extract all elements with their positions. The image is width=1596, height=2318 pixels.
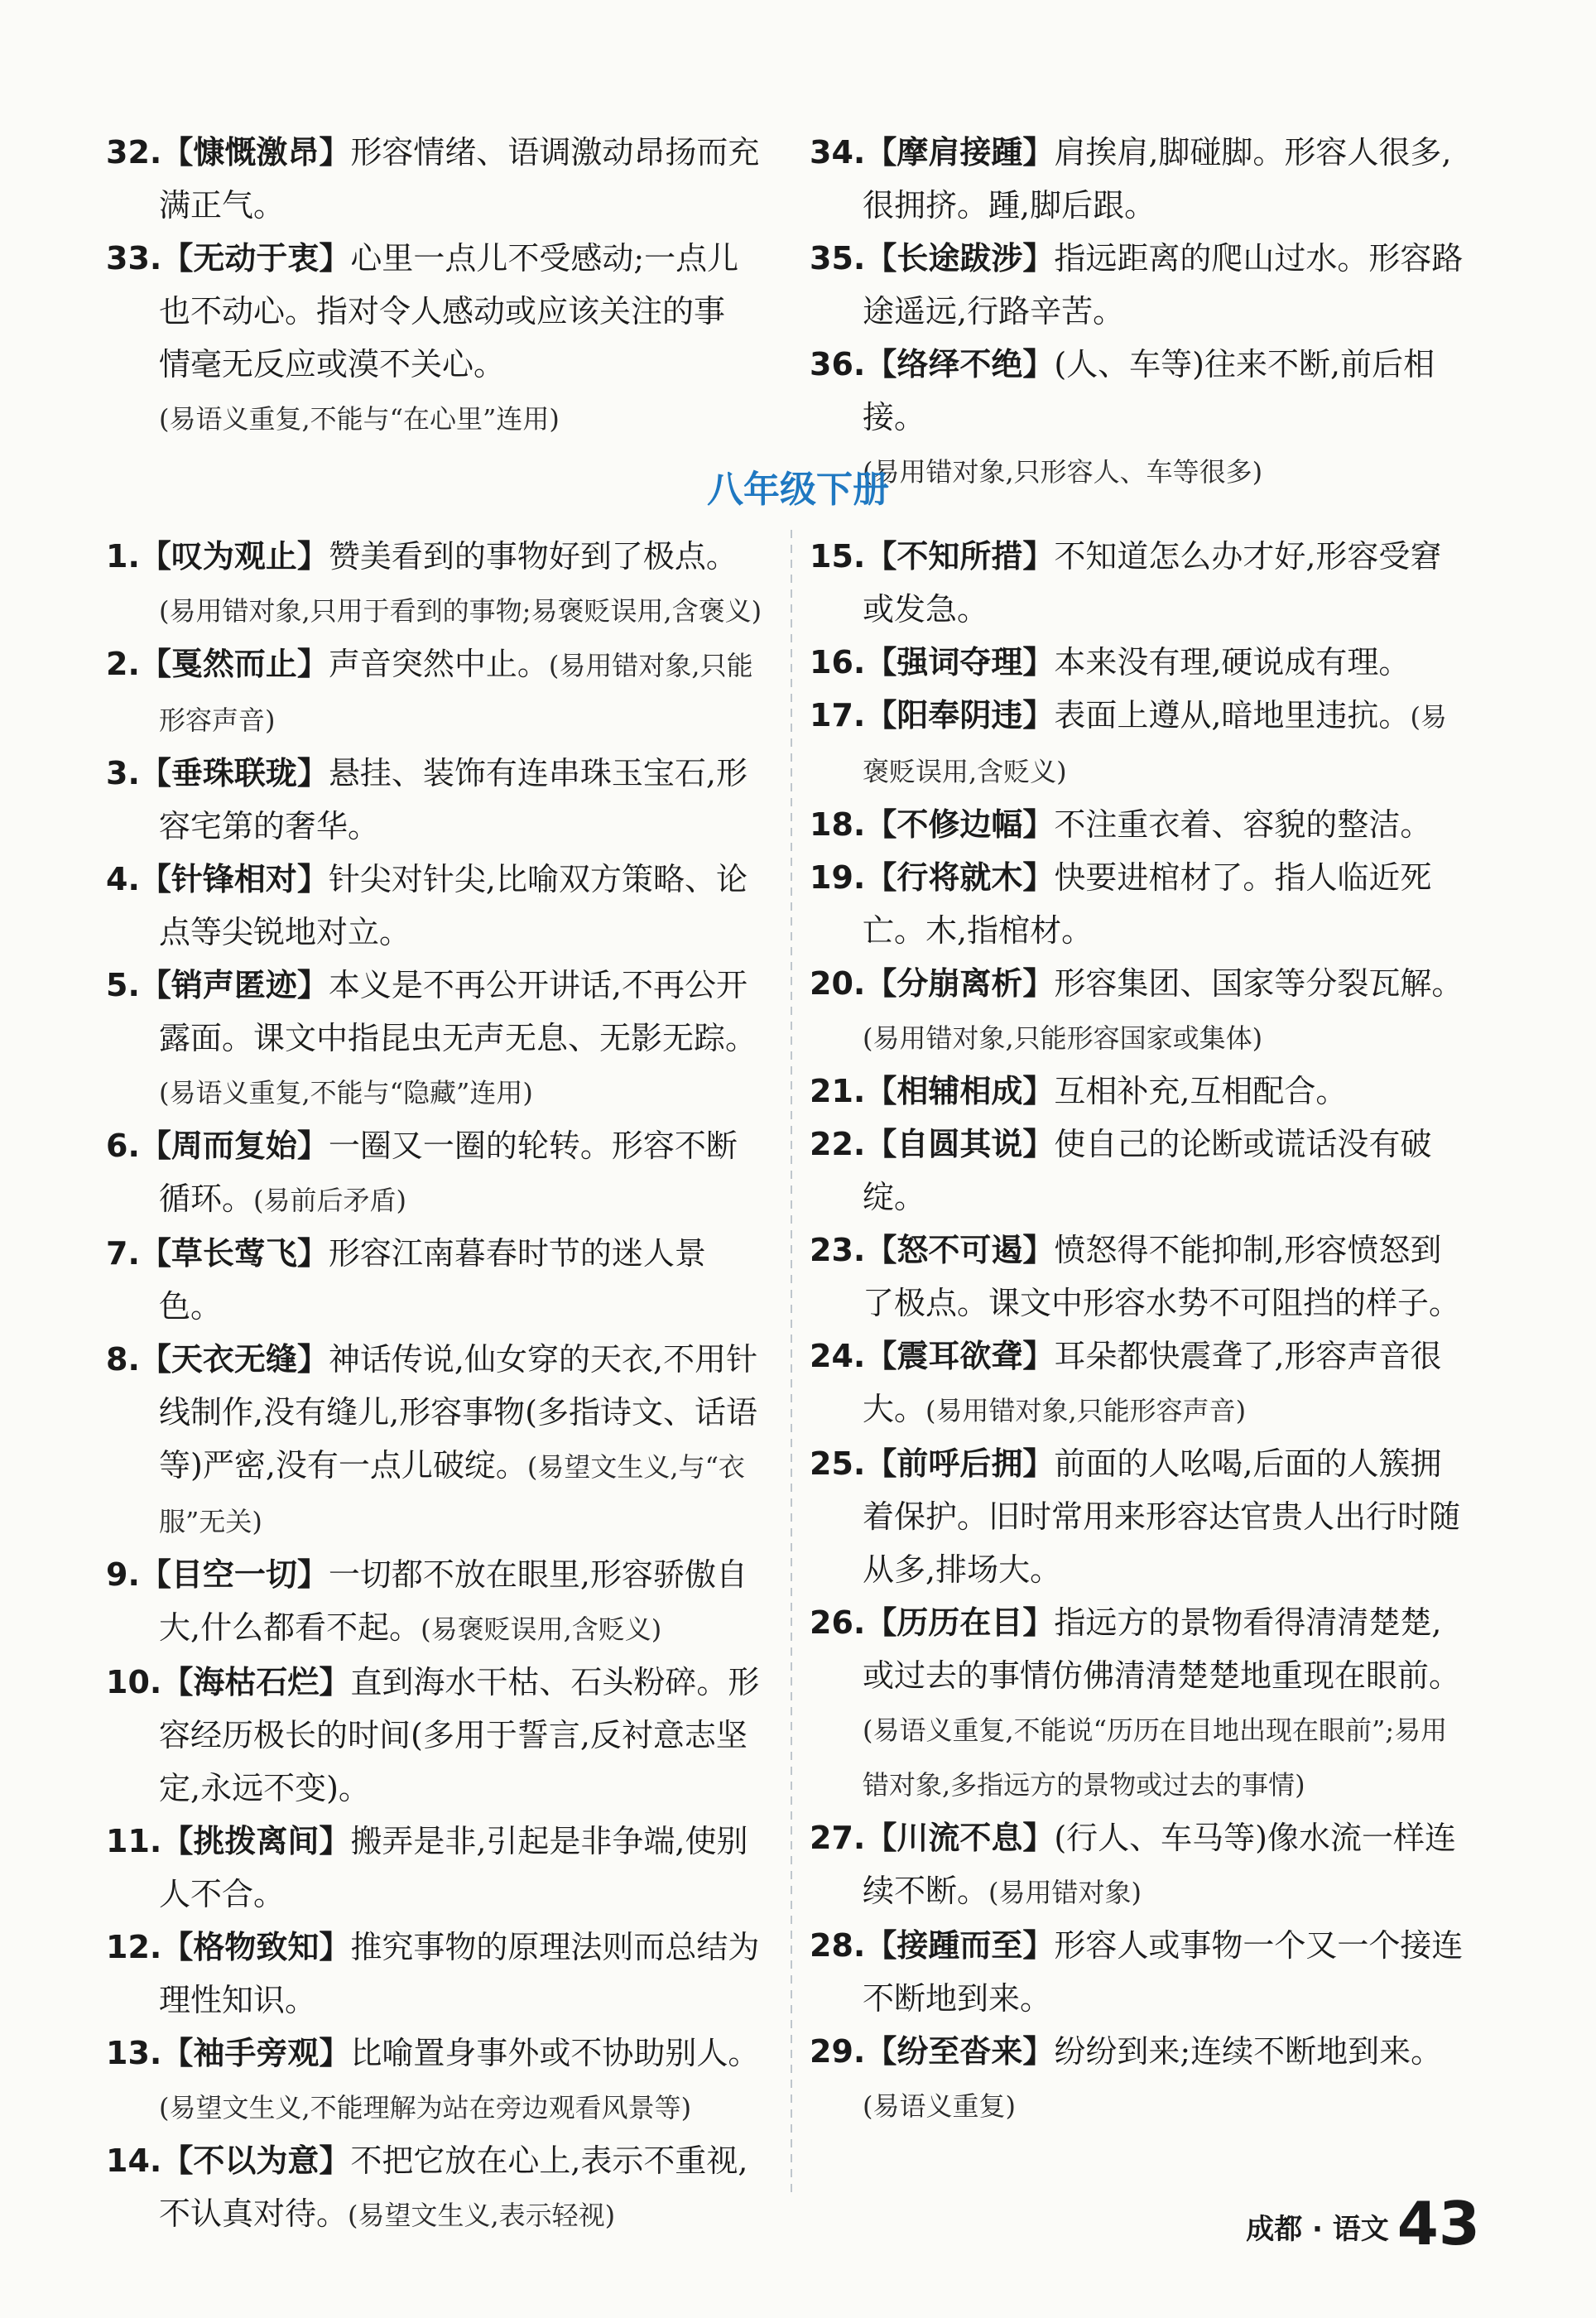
entry-continuation [106,179,768,232]
entry-text: 快要进棺材了。指人临近死亡。木,指棺材。 [863,859,1432,949]
idiom-entry [106,1119,768,1227]
entry-number: 20. [810,965,866,1002]
entry-text: 悬挂、装饰有连串珠玉宝石,形容宅第的奢华。 [159,755,748,844]
entry-number: 26. [810,1604,866,1641]
entry-text: 情毫无反应或漠不关心。 [159,346,506,382]
idiom-entry [106,1227,768,1333]
entry-number: 27. [810,1820,866,1856]
idiom-word: 【袖手旁观】 [161,2035,351,2071]
entry-number: 18. [810,806,866,843]
entry-text: 一切都不放在眼里,形容骄傲自大,什么都看不起。 [159,1556,748,1646]
entry-text: (人、车等)往来不断,前后相 [1054,346,1435,382]
idiom-word: 【垂珠联珑】 [139,755,329,791]
idiom-entry [810,232,1472,338]
idiom-word: 【周而复始】 [139,1128,329,1164]
idiom-entry [810,1919,1472,2025]
entry-text: 形容情绪、语调激动昂扬而充 [350,134,760,171]
entry-text: 不把它放在心上,表示不重视,不认真对待。 [159,2142,748,2232]
entry-note: (易语义重复,不能与“隐藏”连用) [159,1077,533,1109]
entry-first-line [106,126,768,179]
entry-number: 12. [106,1929,162,1965]
idiom-word: 【草长莺飞】 [139,1235,329,1272]
entry-text: 使自己的论断或谎话没有破绽。 [863,1126,1432,1215]
idiom-entry [810,1330,1472,1437]
entry-text: 形容江南暮春时节的迷人景色。 [159,1235,706,1325]
entry-note: (易褒贬误用,含贬义) [863,701,1447,787]
right-entries-column [810,530,1472,2133]
entry-number: 8. [106,1341,140,1378]
entry-note: (易用错对象,只能形容声音) [925,1395,1247,1426]
entry-text: 互相补充,互相配合。 [1054,1073,1348,1109]
idiom-entry [106,637,768,747]
entry-first-line [106,232,768,285]
column-divider [791,530,792,2194]
entry-text: 很拥挤。踵,脚后跟。 [863,187,1156,224]
entry-number: 28. [810,1927,866,1964]
entry-text: 不知道怎么办才好,形容受窘或发急。 [863,538,1442,628]
left-entries-column [106,530,768,2242]
idiom-word: 【前呼后拥】 [865,1445,1055,1482]
entry-number: 3. [106,755,140,791]
idiom-word: 【无动于衷】 [161,240,351,277]
entry-text: 纷纷到来;连续不断地到来。 [1054,2033,1443,2070]
idiom-entry [810,1224,1472,1330]
entry-text: 针尖对针尖,比喻双方策略、论点等尖锐地对立。 [159,861,748,950]
entry-text: 搬弄是非,引起是非争端,使别人不合。 [159,1823,748,1912]
idiom-word: 【接踵而至】 [865,1927,1055,1964]
idiom-word: 【海枯石烂】 [161,1664,351,1700]
entry-text: 赞美看到的事物好到了极点。 [328,538,738,575]
page-footer [1246,2189,1480,2258]
idiom-entry [106,126,768,232]
idiom-word: 【针锋相对】 [139,861,329,897]
idiom-word: 【自圆其说】 [865,1126,1055,1162]
entry-text: 本来没有理,硬说成有理。 [1054,644,1411,680]
idiom-word: 【历历在目】 [865,1604,1055,1641]
entry-number: 21. [810,1073,866,1109]
entry-number: 13. [106,2035,162,2071]
entry-text: 途遥远,行路辛苦。 [863,293,1125,329]
entry-number: 35. [810,240,866,277]
idiom-entry [106,2134,768,2242]
idiom-word: 【戛然而止】 [139,646,329,682]
entry-text: 比喻置身事外或不协助别人。 [350,2035,760,2071]
entry-number: 29. [810,2033,866,2070]
idiom-word: 【震耳欲聋】 [865,1338,1055,1374]
entry-note: (易语义重复,不能与“在心里”连用) [159,403,560,435]
entry-number: 32. [106,134,162,171]
idiom-entry [810,636,1472,689]
entry-first-line [810,338,1472,391]
idiom-entry [810,530,1472,636]
idiom-entry [810,1811,1472,1919]
idiom-entry [106,232,768,445]
idiom-entry [810,2025,1472,2133]
footer-label: 成都 · 语文 [1246,2213,1389,2246]
entry-number: 33. [106,240,162,277]
section-title: 八年级下册 [707,469,889,511]
idiom-word: 【挑拨离间】 [161,1823,351,1859]
entry-text: 耳朵都快震聋了,形容声音很大。 [863,1338,1442,1427]
entry-text: 接。 [863,399,926,435]
entry-note: (易望文生义,与“衣服”无关) [159,1451,745,1537]
entry-number: 5. [106,967,140,1003]
entry-number: 22. [810,1126,866,1162]
idiom-word: 【摩肩接踵】 [865,134,1055,171]
entry-text: 一圈又一圈的轮转。形容不断循环。 [159,1128,738,1217]
entry-note: (易用错对象,只能形容声音) [159,650,753,736]
idiom-entry [810,1596,1472,1811]
idiom-word: 【不修边幅】 [865,806,1055,843]
entry-text: 声音突然中止。 [328,646,549,682]
idiom-word: 【怒不可遏】 [865,1232,1055,1268]
entry-number: 34. [810,134,866,171]
idiom-entry [106,1656,768,1815]
entry-text: 直到海水干枯、石头粉碎。形容经历极长的时间(多用于誓言,反衬意志坚定,永远不变)。 [159,1664,760,1806]
entry-number: 6. [106,1128,140,1164]
entry-text: 推究事物的原理法则而总结为理性知识。 [159,1929,760,2018]
entry-number: 25. [810,1445,866,1482]
top-right-column [810,126,1472,498]
idiom-entry [106,2027,768,2134]
entry-note: (易望文生义,不能理解为站在旁边观看风景等) [159,2092,692,2123]
idiom-entry [106,1815,768,1921]
idiom-entry [106,1548,768,1656]
entry-number: 10. [106,1664,162,1700]
entry-text: 前面的人吆喝,后面的人簇拥着保护。旧时常用来形容达官贵人出行时随从多,排场大。 [863,1445,1461,1588]
idiom-entry [106,959,768,1119]
idiom-word: 【分崩离析】 [865,965,1055,1002]
entry-text: 指远距离的爬山过水。形容路 [1054,240,1464,277]
idiom-word: 【川流不息】 [865,1820,1055,1856]
idiom-word: 【不以为意】 [161,2142,351,2179]
idiom-entry [810,851,1472,957]
entry-text: 愤怒得不能抑制,形容愤怒到了极点。课文中形容水势不可阻挡的样子。 [863,1232,1461,1321]
entry-note: (易用错对象,只能形容国家或集体) [863,1022,1263,1054]
entry-text: 满正气。 [159,187,286,224]
entry-first-line [810,232,1472,285]
entry-note: (易用错对象,只形容人、车等很多) [863,456,1263,488]
idiom-word: 【相辅相成】 [865,1073,1055,1109]
idiom-entry [810,689,1472,798]
entry-text: 表面上遵从,暗地里违抗。 [1054,697,1411,733]
entry-text: 神话传说,仙女穿的天衣,不用针线制作,没有缝儿,形容事物(多指诗文、话语等)严密,没有一点儿破绽。 [159,1341,758,1484]
entry-number: 4. [106,861,140,897]
entry-text: 指远方的景物看得清清楚楚,或过去的事情仿佛清清楚楚地重现在眼前。 [863,1604,1461,1694]
idiom-word: 【不知所措】 [865,538,1055,575]
idiom-entry [810,1065,1472,1118]
idiom-word: 【天衣无缝】 [139,1341,329,1378]
entry-text: (行人、车马等)像水流一样连续不断。 [863,1820,1456,1909]
page-number: 43 [1396,2189,1480,2258]
entry-number: 9. [106,1556,140,1593]
entry-text: 形容集团、国家等分裂瓦解。 [1054,965,1464,1002]
entry-note: (易望文生义,表示轻视) [348,2200,616,2231]
idiom-word: 【纷至沓来】 [865,2033,1055,2070]
entry-number: 14. [106,2142,162,2179]
entry-number: 2. [106,646,140,682]
entry-first-line [810,126,1472,179]
entry-number: 15. [810,538,866,575]
entry-note: (易用错对象,只用于看到的事物;易褒贬误用,含褒义) [159,595,762,627]
entry-number: 24. [810,1338,866,1374]
entry-number: 16. [810,644,866,680]
entry-number: 1. [106,538,140,575]
entry-continuation [810,179,1472,232]
idiom-word: 【目空一切】 [139,1556,329,1593]
idiom-entry [810,1437,1472,1596]
entry-number: 11. [106,1823,162,1859]
idiom-entry [106,530,768,637]
idiom-word: 【长途跋涉】 [865,240,1055,277]
idiom-word: 【阳奉阴违】 [865,697,1055,733]
entry-continuation [810,285,1472,338]
entry-number: 7. [106,1235,140,1272]
idiom-entry [106,1333,768,1548]
top-left-column [106,126,768,445]
idiom-word: 【行将就木】 [865,859,1055,896]
entry-note: (易前后矛盾) [253,1185,406,1216]
entry-number: 36. [810,346,866,382]
idiom-entry [810,798,1472,851]
entry-continuation [106,285,768,445]
entry-text: 不注重衣着、容貌的整洁。 [1054,806,1432,843]
idiom-word: 【强词夺理】 [865,644,1055,680]
idiom-entry [810,957,1472,1065]
entry-text: 也不动心。指对令人感动或应该关注的事 [159,293,726,329]
idiom-word: 【格物致知】 [161,1929,351,1965]
idiom-word: 【销声匿迹】 [139,967,329,1003]
idiom-entry [810,1118,1472,1224]
idiom-entry [106,1921,768,2027]
entry-text: 肩挨肩,脚碰脚。形容人很多, [1054,134,1452,171]
idiom-entry [106,853,768,959]
idiom-word: 【慷慨激昂】 [161,134,351,171]
entry-number: 17. [810,697,866,733]
entry-number: 19. [810,859,866,896]
idiom-word: 【叹为观止】 [139,538,329,575]
entry-note: (易语义重复,不能说“历历在目地出现在眼前”;易用错对象,多指远方的景物或过去的事情) [863,1714,1448,1801]
entry-text: 形容人或事物一个又一个接连不断地到来。 [863,1927,1464,2017]
idiom-word: 【络绎不绝】 [865,346,1055,382]
idiom-entry [810,126,1472,232]
entry-text: 心里一点儿不受感动;一点儿 [350,240,739,277]
entry-note: (易语义重复) [863,2090,1016,2122]
entry-number: 23. [810,1232,866,1268]
entry-note: (易用错对象) [988,1877,1142,1908]
entry-note: (易褒贬误用,含贬义) [421,1613,662,1645]
idiom-entry [106,747,768,853]
entry-text: 本义是不再公开讲话,不再公开露面。课文中指昆虫无声无息、无影无踪。 [159,967,757,1056]
